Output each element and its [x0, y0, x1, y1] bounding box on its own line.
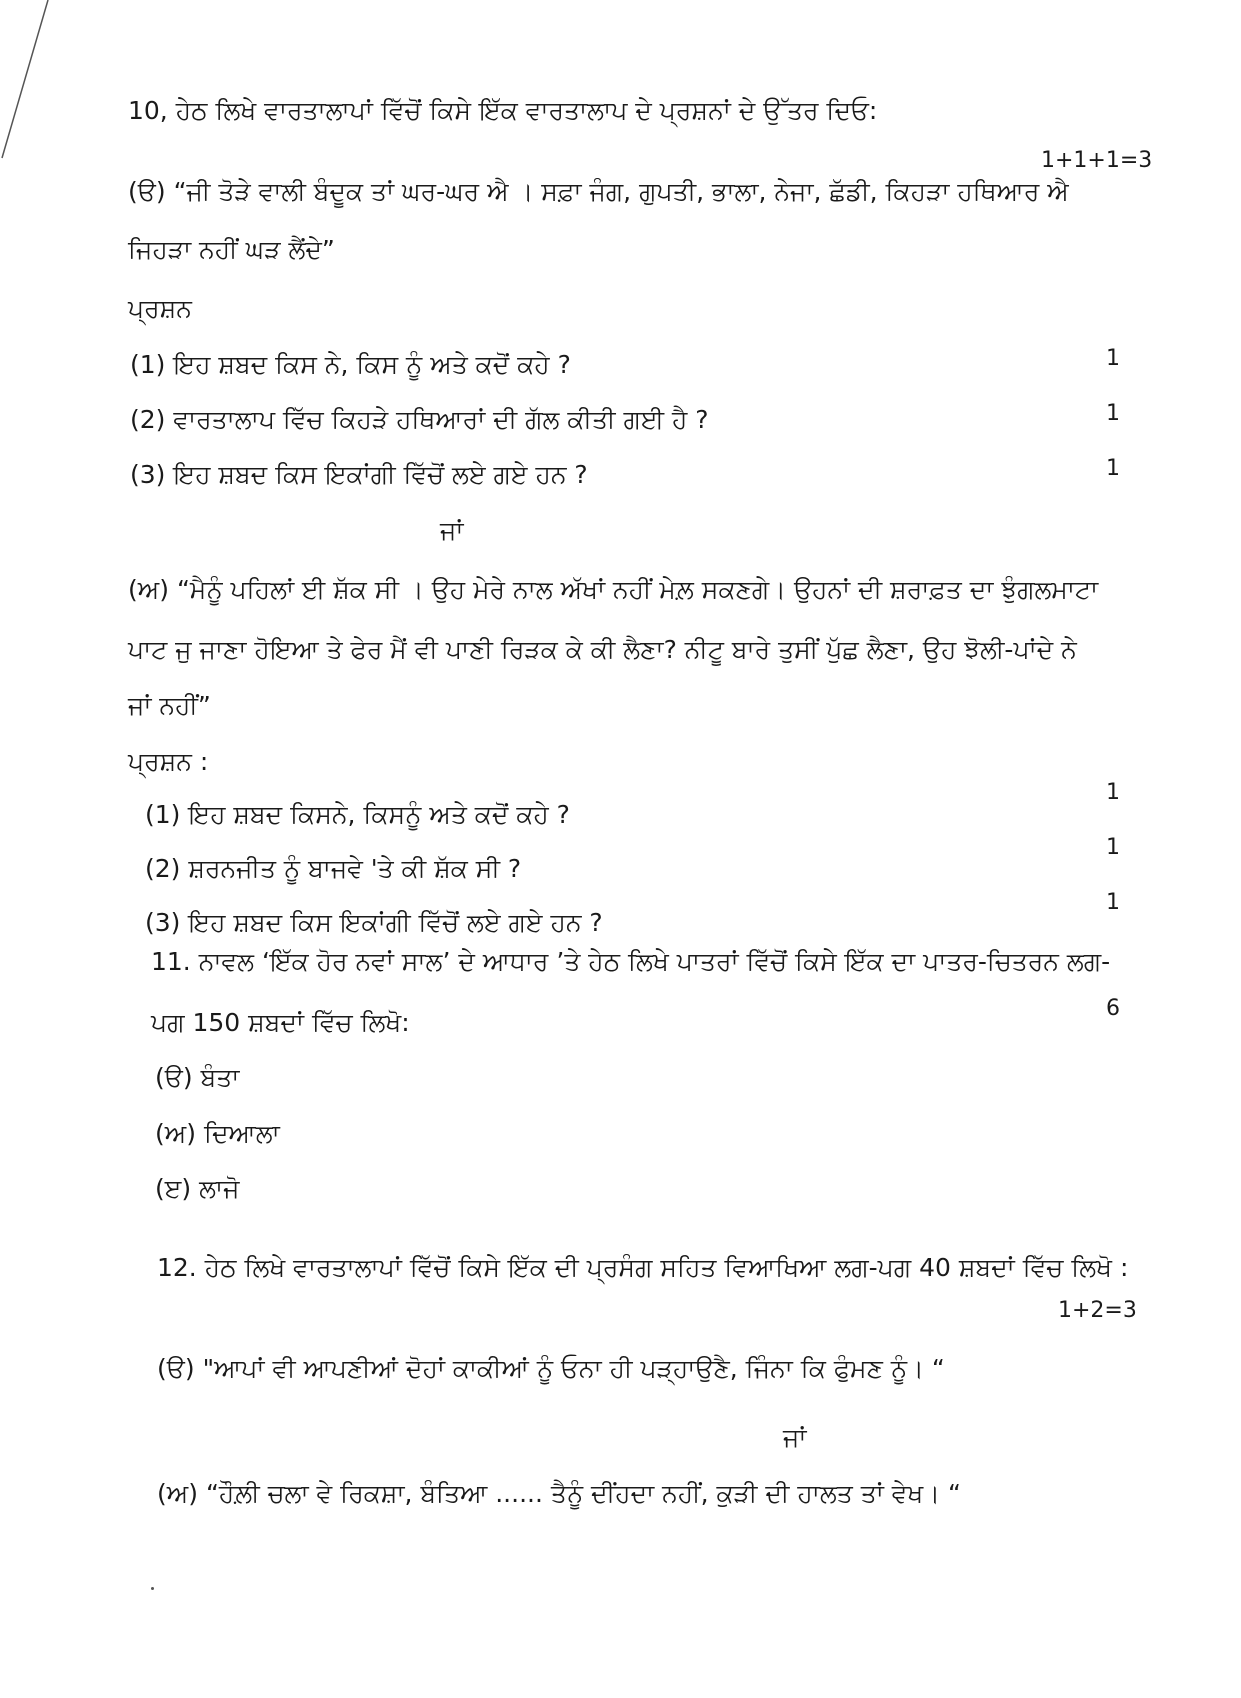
q10-b-line3: ਜਾਂ ਨਹੀਂ” — [128, 691, 211, 720]
q10-a-question-1: (1) ਇਹ ਸ਼ਬਦ ਕਿਸ ਨੇ, ਕਿਸ ਨੂੰ ਅਤੇ ਕਦੋਂ ਕਹੇ ? — [130, 350, 571, 379]
scan-page-edge — [0, 0, 60, 160]
q10-b-line1: (ਅ) “ਮੈਨੂੰ ਪਹਿਲਾਂ ਈ ਸ਼ੱਕ ਸੀ । ਉਹ ਮੇਰੇ ਨਾਲ ਅੱਖਾਂ ਨਹੀਂ ਮੇਲ਼ ਸਕਣਗੇ। ਉਹਨਾਂ ਦੀ ਸ਼ਰਾਫ਼ਤ ਦਾ ਝੁੰਗਲਮਾਟਾ — [128, 575, 1099, 604]
q10-b-question-3-mark: 1 — [1106, 890, 1120, 915]
q10-b-question-1: (1) ਇਹ ਸ਼ਬਦ ਕਿਸਨੇ, ਕਿਸਨੂੰ ਅਤੇ ਕਦੋਂ ਕਹੇ ? — [145, 800, 570, 829]
q10-a-prashan: ਪ੍ਰਸ਼ਨ — [128, 294, 192, 323]
q11-option-b: (ਅ) ਦਿਆਲਾ — [155, 1119, 280, 1148]
q10-b-question-1-mark: 1 — [1106, 780, 1120, 805]
q10-a-question-2: (2) ਵਾਰਤਾਲਾਪ ਵਿੱਚ ਕਿਹੜੇ ਹਥਿਆਰਾਂ ਦੀ ਗੱਲ ਕੀਤੀ ਗਈ ਹੈ ? — [130, 405, 709, 434]
q10-heading: 10, ਹੇਠ ਲਿਖੇ ਵਾਰਤਾਲਾਪਾਂ ਵਿੱਚੋਂ ਕਿਸੇ ਇੱਕ ਵਾਰਤਾਲਾਪ ਦੇ ਪ੍ਰਸ਼ਨਾਂ ਦੇ ਉੱਤਰ ਦਿਓ: — [128, 96, 878, 125]
q12-part-b: (ਅ) “ਹੌਲ਼ੀ ਚਲਾ ਵੇ ਰਿਕਸ਼ਾ, ਬੰਤਿਆ ...... ਤੈਨੂੰ ਦੀਂਹਦਾ ਨਹੀਂ, ਕੁੜੀ ਦੀ ਹਾਲਤ ਤਾਂ ਵੇਖ। “ — [157, 1479, 962, 1508]
q10-b-question-2: (2) ਸ਼ਰਨਜੀਤ ਨੂੰ ਬਾਜਵੇ 'ਤੇ ਕੀ ਸ਼ੱਕ ਸੀ ? — [145, 854, 522, 883]
q10-or-separator: ਜਾਂ — [440, 516, 464, 545]
q10-b-prashan: ਪ੍ਰਸ਼ਨ : — [128, 747, 209, 776]
q12-part-a: (ੳ) "ਆਪਾਂ ਵੀ ਆਪਣੀਆਂ ਦੋਹਾਂ ਕਾਕੀਆਂ ਨੂੰ ਓਨਾ ਹੀ ਪੜ੍ਹਾਉਣੈ, ਜਿੰਨਾ ਕਿ ਫੁੰਮਣ ਨੂੰ। “ — [157, 1354, 945, 1383]
q10-b-question-3: (3) ਇਹ ਸ਼ਬਦ ਕਿਸ ਇਕਾਂਗੀ ਵਿੱਚੋਂ ਲਏ ਗਏ ਹਨ ? — [145, 908, 603, 937]
q10-a-question-3-mark: 1 — [1106, 456, 1120, 481]
q11-line1: 11. ਨਾਵਲ ‘ਇੱਕ ਹੋਰ ਨਵਾਂ ਸਾਲ’ ਦੇ ਆਧਾਰ ’ਤੇ ਹੇਠ ਲਿਖੇ ਪਾਤਰਾਂ ਵਿੱਚੋਂ ਕਿਸੇ ਇੱਕ ਦਾ ਪਾਤਰ-ਚਿਤਰਨ ਲਗ- — [151, 947, 1111, 976]
q10-a-question-2-mark: 1 — [1106, 401, 1120, 426]
q12-heading: 12. ਹੇਠ ਲਿਖੇ ਵਾਰਤਾਲਾਪਾਂ ਵਿੱਚੋਂ ਕਿਸੇ ਇੱਕ ਦੀ ਪ੍ਰਸੰਗ ਸਹਿਤ ਵਿਆਖਿਆ ਲਗ-ਪਗ 40 ਸ਼ਬਦਾਂ ਵਿੱਚ ਲਿਖੋ : — [157, 1253, 1129, 1282]
q10-b-line2: ਪਾਟ ਜੁ ਜਾਣਾ ਹੋਇਆ ਤੇ ਫੇਰ ਮੈਂ ਵੀ ਪਾਣੀ ਰਿੜਕ ਕੇ ਕੀ ਲੈਣਾ? ਨੀਟੂ ਬਾਰੇ ਤੁਸੀਂ ਪੁੱਛ ਲੈਣਾ, ਉਹ ਝੋਲੀ-ਪਾਂਦੇ ਨੇ — [128, 635, 1077, 664]
q12-marks: 1+2=3 — [1058, 1298, 1137, 1323]
q11-marks: 6 — [1106, 996, 1120, 1021]
q12-or-separator: ਜਾਂ — [783, 1423, 807, 1452]
q10-a-question-1-mark: 1 — [1106, 346, 1120, 371]
q10-a-line2: ਜਿਹੜਾ ਨਹੀਂ ਘੜ ਲੈਂਦੇ” — [128, 235, 335, 264]
q11-option-a: (ੳ) ਬੰਤਾ — [155, 1063, 240, 1092]
q10-a-question-3: (3) ਇਹ ਸ਼ਬਦ ਕਿਸ ਇਕਾਂਗੀ ਵਿੱਚੋਂ ਲਏ ਗਏ ਹਨ ? — [130, 460, 588, 489]
q10-marks: 1+1+1=3 — [1041, 148, 1153, 173]
q11-option-c: (ੲ) ਲਾਜੋ — [155, 1174, 240, 1203]
q11-line2: ਪਗ 150 ਸ਼ਬਦਾਂ ਵਿੱਚ ਲਿਖੋ: — [151, 1008, 410, 1037]
q10-b-question-2-mark: 1 — [1106, 835, 1120, 860]
q10-a-line1: (ੳ) “ਜੀ ਤੋੜੇ ਵਾਲੀ ਬੰਦੂਕ ਤਾਂ ਘਰ-ਘਰ ਐ । ਸਫ਼ਾ ਜੰਗ, ਗੁਪਤੀ, ਭਾਲਾ, ਨੇਜਾ, ਛੱਡੀ, ਕਿਹੜਾ ਹਥਿਆਰ ਐ — [128, 177, 1069, 206]
stray-mark — [151, 1587, 154, 1590]
